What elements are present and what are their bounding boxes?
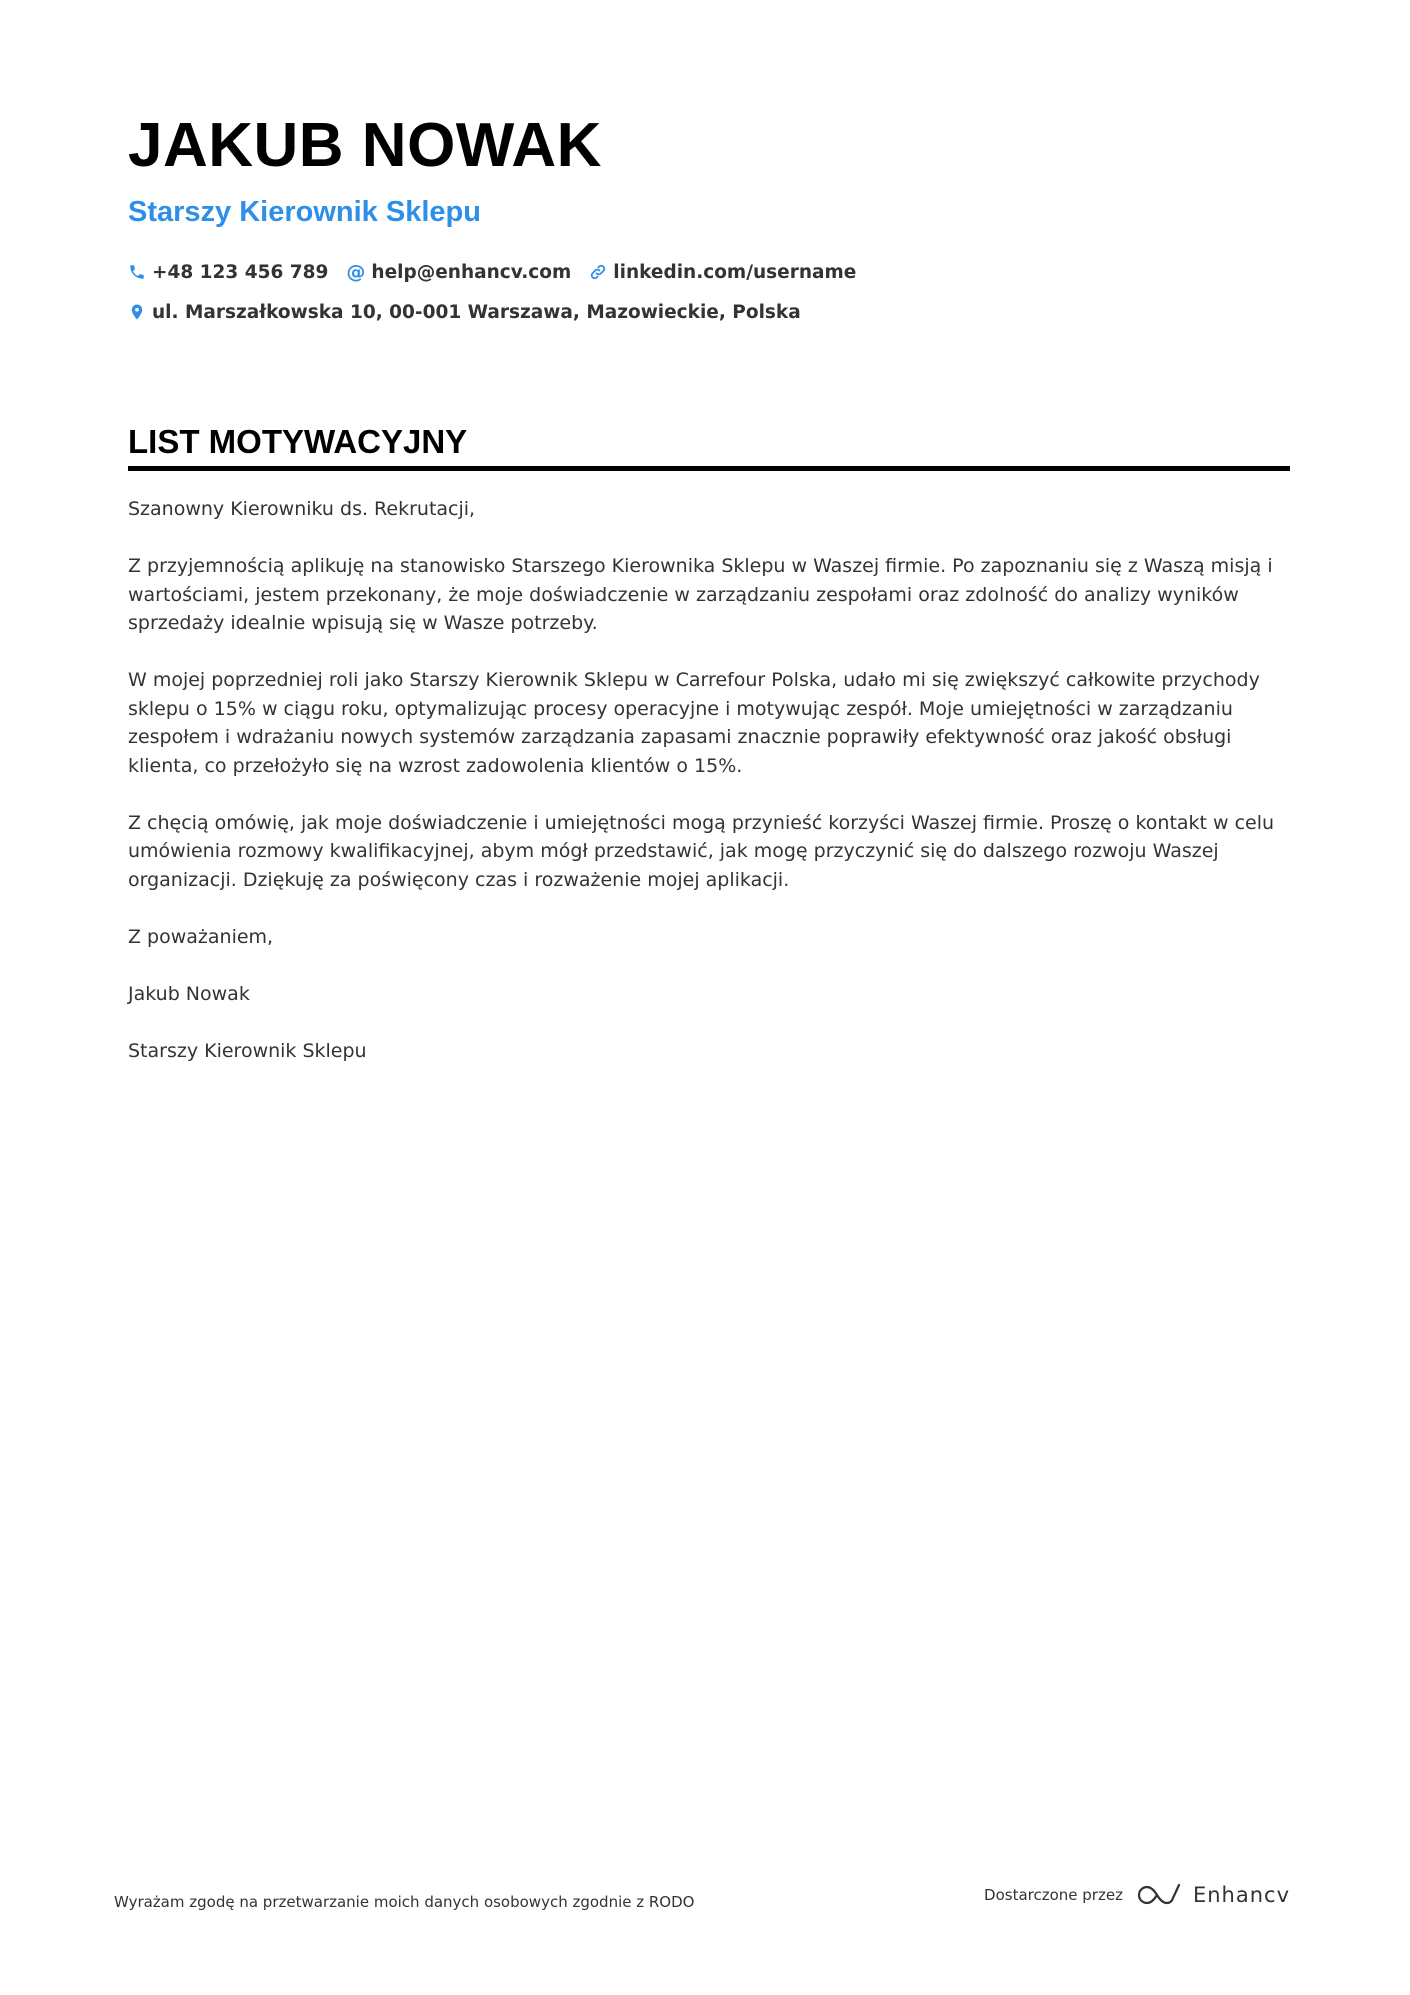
letter-paragraph-2: W mojej poprzedniej roli jako Starszy Kierownik Sklepu w Carrefour Polska, udało mi się zwiększyć całkowite przychody sklepu o 15% w ciągu roku, optymalizując procesy operacyjne i motywując zespół. Moje umiejętności w zarządzaniu zespołem i wdrażaniu nowych systemów zarządzania zapasami znacznie poprawiły efektywność oraz jakość obsługi klienta, co przełożyło się na wzrost zadowolenia klientów o 15%. (128, 669, 1260, 777)
powered-by[interactable] (984, 1882, 1290, 1908)
contact-info (128, 252, 1290, 332)
job-title: Starszy Kierownik Sklepu (128, 196, 481, 228)
powered-by-text: Dostarczone przez (984, 1886, 1123, 1904)
at-icon: @ (346, 261, 366, 283)
brand-name: Enhancv (1192, 1883, 1290, 1907)
letter-paragraph-3: Z chęcią omówię, jak moje doświadczenie i umiejętności mogą przynieść korzyści Waszej firmie. Proszę o kontakt w celu umówienia rozmowy kwalifikacyjnej, abym mógł przedstawić, jak mogę przyczynić się do dalszego rozwoju Waszej organizacji. Dziękuję za poświęcony czas i rozważenie mojej aplikacji. (128, 811, 1275, 891)
phone-text: +48 123 456 789 (152, 261, 329, 283)
phone-icon (128, 263, 146, 281)
contact-email[interactable] (346, 261, 571, 283)
contact-row-2 (128, 292, 1290, 332)
signature-name: Jakub Nowak (128, 982, 250, 1005)
signature-title: Starszy Kierownik Sklepu (128, 1039, 367, 1062)
letter-closing: Z poważaniem, (128, 925, 274, 948)
contact-row-1 (128, 252, 1290, 292)
letter-body (128, 495, 1290, 1065)
link-icon (589, 263, 607, 281)
location-pin-icon (128, 303, 146, 321)
contact-phone[interactable] (128, 262, 328, 283)
email-text: help@enhancv.com (371, 261, 572, 283)
candidate-name: JAKUB NOWAK (128, 111, 602, 180)
contact-linkedin[interactable] (589, 262, 856, 283)
linkedin-text: linkedin.com/username (613, 261, 857, 283)
letter-paragraph-1: Z przyjemnością aplikuję na stanowisko Starszego Kierownika Sklepu w Waszej firmie. Po zapoznaniu się z Waszą misją i wartościami, jestem przekonany, że moje doświadczenie w zarządzaniu zespołami oraz zdolność do analizy wyników sprzedaży idealnie wpisują się w Wasze potrzeby. (128, 555, 1273, 634)
enhancv-logo-icon (1135, 1882, 1183, 1908)
cover-letter-page (128, 110, 1290, 1094)
address-text: ul. Marszałkowska 10, 00-001 Warszawa, Mazowieckie, Polska (152, 301, 801, 323)
contact-address (128, 302, 801, 323)
section-title: LIST MOTYWACYJNY (128, 422, 1290, 471)
letter-greeting: Szanowny Kierowniku ds. Rekrutacji, (128, 498, 476, 520)
gdpr-consent: Wyrażam zgodę na przetwarzanie moich danych osobowych zgodnie z RODO (114, 1893, 695, 1911)
